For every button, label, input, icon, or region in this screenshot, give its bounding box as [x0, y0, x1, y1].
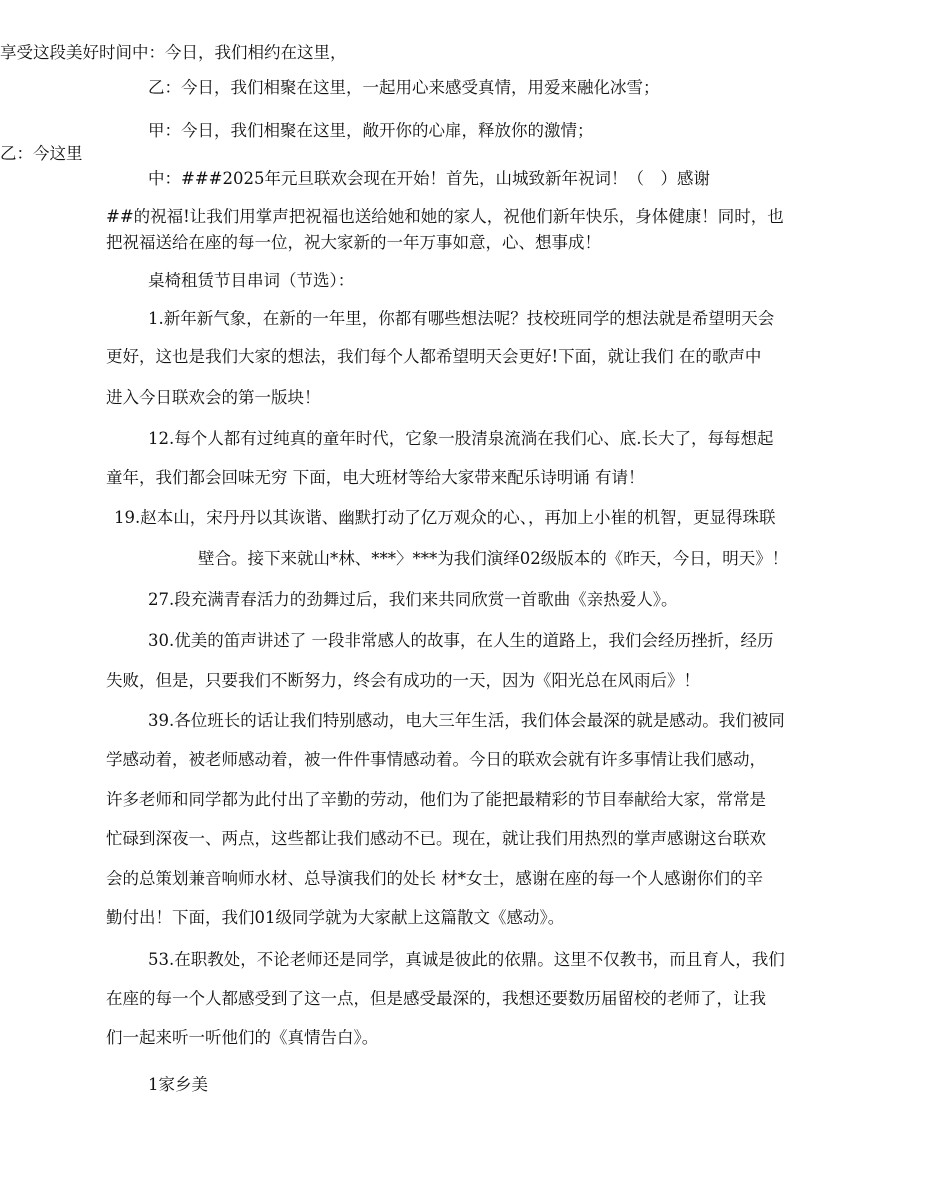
text-line: 12.每个人都有过纯真的童年时代，它象一股清泉流淌在我们心、底.长大了，每每想起	[148, 429, 774, 448]
section-heading: 桌椅租赁节目串词（节选）：	[148, 271, 355, 290]
text-line: 27.段充满青春活力的劲舞过后，我们来共同欣赏一首歌曲《亲热爱人》。	[148, 590, 678, 609]
text-line: 忙碌到深夜一、两点，这些都让我们感动不已。现在，就让我们用热烈的掌声感谢这台联欢	[106, 829, 766, 848]
text-line: 53.在职教处，不论老师还是同学，真诚是彼此的依鼎。这里不仅教书，而且育人，我们	[148, 950, 785, 969]
text-line: 把祝福送给在座的每一位，祝大家新的一年万事如意，心、想事成！	[106, 233, 601, 252]
text-line: 19.赵本山，宋丹丹以其诙谐、幽默打动了亿万观众的心、，再加上小崔的机智，更显得珠联	[114, 508, 776, 527]
text-line: 甲：今日，我们相聚在这里，敞开你的心扉，释放你的激情；	[148, 121, 594, 140]
text-line: 童年，我们都会回味无穷 下面，电大班材等给大家带来配乐诗明诵 有请！	[106, 468, 645, 487]
text-line: 在座的每一个人都感受到了这一点，但是感受最深的，我想还要数历届留校的老师了，让我	[106, 989, 766, 1008]
text-line: 享受这段美好时间中：今日，我们相约在这里，	[0, 43, 347, 62]
text-line: 乙：今日，我们相聚在这里，一起用心来感受真情，用爱来融化冰雪；	[148, 78, 660, 97]
text-line: ##的祝福!让我们用掌声把祝福也送给她和她的家人，祝他们新年快乐，身体健康！同时，也	[106, 207, 784, 226]
text-line: 学感动着，被老师感动着，被一件件事情感动着。今日的联欢会就有许多事情让我们感动，	[106, 750, 766, 769]
text-line: 勤付出！下面，我们01级同学就为大家献上这篇散文《感动》。	[106, 908, 565, 927]
text-line: 们一起来听一听他们的《真情告白》。	[106, 1028, 379, 1047]
text-line: 中：###2025年元旦联欢会现在开始！首先，山城致新年祝词！（ ）感谢	[148, 169, 710, 188]
text-line: 失败，但是，只要我们不断努力，终会有成功的一天，因为《阳光总在风雨后》！	[106, 671, 700, 690]
text-line: 许多老师和同学都为此付出了辛勤的劳动，他们为了能把最精彩的节目奉献给大家，常常是	[106, 790, 766, 809]
text-line: 壁合。接下来就山*林、***〉***为我们演绎02级版本的《昨天，今日，明天》！	[198, 549, 789, 568]
text-line: 1家乡美	[148, 1075, 208, 1094]
text-line: 乙：今这里	[0, 144, 83, 163]
text-line: 会的总策划兼音响师水材、总导演我们的处长 材*女士，感谢在座的每一个人感谢你们的辛	[106, 869, 763, 888]
text-line: 1.新年新气象，在新的一年里，你都有哪些想法呢？技校班同学的想法就是希望明天会	[148, 309, 775, 328]
text-line: 更好，这也是我们大家的想法，我们每个人都希望明天会更好!下面，就让我们 在的歌声中	[106, 347, 762, 366]
text-line: 39.各位班长的话让我们特别感动，电大三年生活，我们体会最深的就是感动。我们被同	[148, 711, 785, 730]
text-line: 进入今日联欢会的第一版块！	[106, 388, 321, 407]
text-line: 30.优美的笛声讲述了 一段非常感人的故事，在人生的道路上，我们会经历挫折，经历	[148, 631, 774, 650]
